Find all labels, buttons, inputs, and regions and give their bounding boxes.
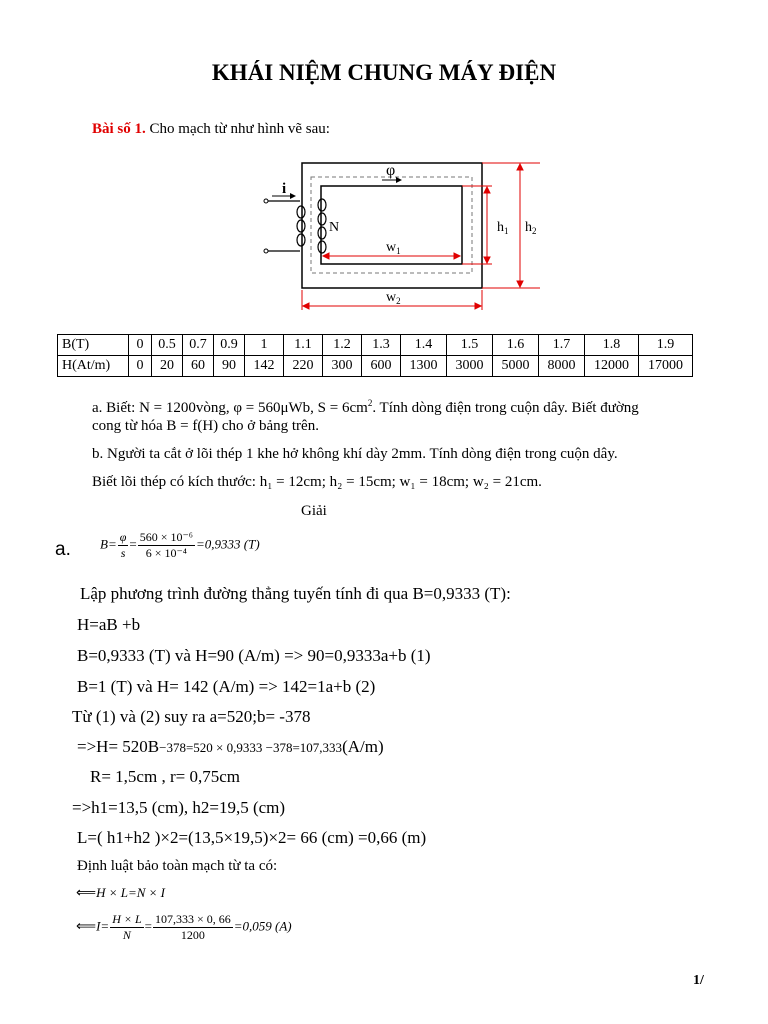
- solution-line: H=aB +b: [77, 615, 141, 634]
- table-cell: 1.6: [493, 335, 539, 356]
- table-cell: 1.1: [284, 335, 323, 356]
- eq1-result: =0,9333 (T): [196, 536, 260, 552]
- table-cell: 90: [214, 356, 245, 377]
- eq2: H × L=N × I: [96, 885, 166, 900]
- table-cell: 1.5: [447, 335, 493, 356]
- h1-label: $h_1$: [497, 220, 509, 236]
- table-cell: 600: [362, 356, 401, 377]
- solution-line: L=( h1+h2 )×2=(13,5×19,5)×2= 66 (cm) =0,66 (m): [77, 828, 427, 847]
- page-title: KHÁI NIỆM CHUNG MÁY ĐIỆN: [211, 60, 557, 85]
- solution-line: B=0,9333 (T) và H=90 (A/m) => 90=0,9333a+b (1): [77, 646, 431, 665]
- question-a-line2: cong từ hóa B = f(H) cho ở bảng trên.: [92, 418, 319, 434]
- table-cell: 1: [245, 335, 284, 356]
- table-header-b: B(T): [58, 335, 129, 356]
- table-header-h: H(At/m): [58, 356, 129, 377]
- iff-arrow-icon: ⟸: [76, 918, 97, 935]
- w2-label: $w_2$: [386, 290, 401, 306]
- fraction-values: [138, 530, 195, 561]
- solution-line: R= 1,5cm , r= 0,75cm: [90, 767, 240, 786]
- problem-intro: Cho mạch từ như hình vẽ sau:: [149, 121, 330, 137]
- table-cell: 300: [323, 356, 362, 377]
- part-a-label: a.: [55, 539, 71, 560]
- solution-line: =>h1=13,5 (cm), h2=19,5 (cm): [72, 798, 286, 817]
- terminal-top: [264, 199, 268, 203]
- h2-label: $h_2$: [525, 220, 537, 236]
- numerator: 560 × 10⁻⁶: [139, 530, 193, 544]
- numerator: H × L: [112, 912, 142, 926]
- ampere-law-equation: [76, 885, 165, 901]
- table-cell: 0.7: [183, 335, 214, 356]
- equation-unit: (A/m): [342, 737, 384, 756]
- turns-label: N: [329, 220, 340, 235]
- table-cell: 0: [129, 356, 152, 377]
- terminal-bottom: [264, 249, 268, 253]
- numerator: φ: [119, 530, 127, 544]
- question-b: b. Người ta cắt ở lõi thép 1 khe hở không khí dày 2mm. Tính dòng điện trong cuộn dây.: [92, 446, 618, 462]
- equation-part: =>H= 520B: [77, 737, 160, 756]
- page-number: 1/: [693, 973, 704, 988]
- table-cell: 1.9: [639, 335, 693, 356]
- bh-table: [57, 334, 693, 377]
- current-equation: ⟸I= $\frac{H \times L}{N}$ = $\frac{107,333 \times 0, 66}{1200}$ =0,059 (A): [76, 912, 292, 942]
- numerator: 107,333 × 0, 66: [154, 912, 231, 926]
- table-cell: 1.4: [401, 335, 447, 356]
- solution-heading: Giải: [301, 503, 327, 519]
- eq3-lhs: I=: [96, 918, 110, 934]
- fraction-phi-s: [118, 530, 129, 561]
- solution-line: [77, 737, 384, 757]
- table-cell: 17000: [639, 356, 693, 377]
- table-cell: 5000: [493, 356, 539, 377]
- table-cell: 1.3: [362, 335, 401, 356]
- current-arrowhead: [290, 193, 296, 199]
- current-label: i: [282, 181, 287, 197]
- magnetic-circuit-figure: [258, 158, 548, 313]
- table-cell: 142: [245, 356, 284, 377]
- table-cell: 220: [284, 356, 323, 377]
- equation-part: −378=520 × 0,9333 −378=107,333: [159, 740, 343, 755]
- solution-line: Lập phương trình đường thẳng tuyến tính đi qua B=0,9333 (T):: [80, 584, 511, 603]
- denominator: N: [122, 928, 131, 942]
- question-a-text-end: . Tính dòng điện trong cuộn dây. Biết đường: [372, 400, 639, 416]
- denominator: s: [120, 546, 126, 560]
- denominator: 1200: [180, 928, 205, 942]
- table-cell: 1.8: [585, 335, 639, 356]
- fraction-hl-n: [110, 912, 143, 943]
- eq3-result: =0,059 (A): [233, 918, 292, 934]
- w1-label: $w_1$: [386, 240, 401, 256]
- table-row-h: [58, 356, 693, 377]
- problem-label: Bài số 1.: [92, 121, 146, 137]
- flux-density-equation: B= $\frac{\varphi}{s}$ = $\frac{\text{560 × 10⁻⁶}}{\text{6 × 10⁻⁴}}$ =0,9333 (T): [100, 530, 260, 560]
- table-cell: 0.5: [152, 335, 183, 356]
- dimensions-line: Biết lõi thép có kích thước: h₁ = 12cm; h₂ = 15cm; w₁ = 18cm; w₂ = 21cm.: [92, 474, 542, 490]
- fraction-values: [153, 912, 233, 943]
- table-cell: 60: [183, 356, 214, 377]
- flux-arrowhead: [396, 177, 402, 183]
- coil: [266, 199, 326, 253]
- table-cell: 12000: [585, 356, 639, 377]
- eq1-lhs: B=: [100, 536, 117, 552]
- problem-statement: [92, 121, 330, 138]
- table-cell: 1.7: [539, 335, 585, 356]
- table-cell: 8000: [539, 356, 585, 377]
- table-row-b: [58, 335, 693, 356]
- table-cell: 0.9: [214, 335, 245, 356]
- flux-label: φ: [386, 162, 396, 179]
- iff-arrow-icon: ⟸: [76, 885, 97, 901]
- table-cell: 20: [152, 356, 183, 377]
- table-cell: 1300: [401, 356, 447, 377]
- denominator: 6 × 10⁻⁴: [145, 546, 187, 560]
- table-cell: 1.2: [323, 335, 362, 356]
- table-cell: 3000: [447, 356, 493, 377]
- solution-line: B=1 (T) và H= 142 (A/m) => 142=1a+b (2): [77, 677, 376, 696]
- solution-line: Từ (1) và (2) suy ra a=520;b= -378: [72, 707, 311, 726]
- solution-line: Định luật bảo toàn mạch từ ta có:: [77, 858, 278, 874]
- question-a-line1: [92, 398, 639, 417]
- table-cell: 0: [129, 335, 152, 356]
- superscript: 2: [367, 398, 373, 408]
- question-a-text: a. Biết: N = 1200vòng, φ = 560μWb, S = 6cm: [92, 400, 368, 416]
